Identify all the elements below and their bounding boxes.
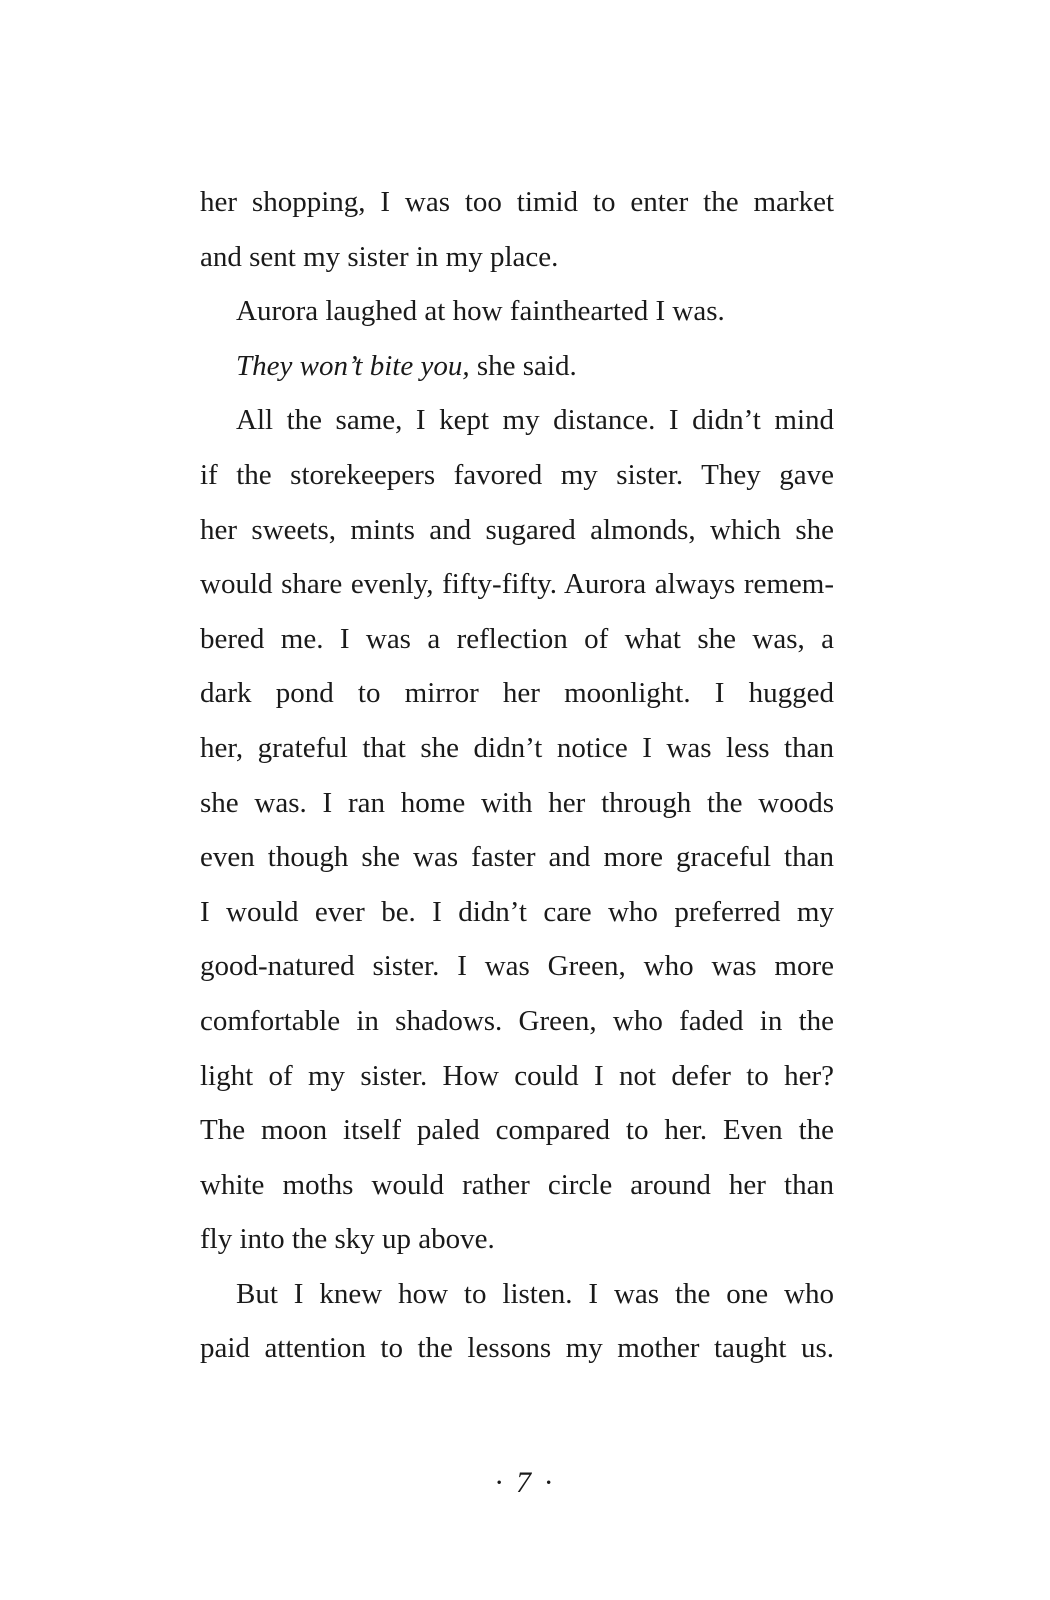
text-line: comfortable in shadows. Green, who faded in the <box>200 1004 834 1037</box>
text-line: her shopping, I was too timid to enter the market <box>200 186 834 218</box>
text-line: bered me. I was a reflection of what she was, a <box>200 622 834 655</box>
text-line: dark pond to mirror her moonlight. I hugged <box>200 677 834 710</box>
text-line: her sweets, mints and sugared almonds, which she <box>200 513 834 546</box>
text-line: All the same, I kept my distance. I didn’t mind <box>236 404 834 437</box>
text-line: light of my sister. How could I not defer to her? <box>200 1059 834 1092</box>
text-line: and sent my sister in my place. <box>200 240 559 273</box>
text-line: her, grateful that she didn’t notice I was less than <box>200 731 834 764</box>
text-line: good-natured sister. I was Green, who was more <box>200 950 834 983</box>
text-line: would share evenly, fifty-fifty. Aurora always remem- <box>200 568 834 601</box>
text-line: I would ever be. I didn’t care who preferred my <box>200 895 834 928</box>
body-text <box>200 175 834 1376</box>
text-line: Aurora laughed at how fainthearted I was. <box>236 295 725 328</box>
text-line: But I knew how to listen. I was the one who <box>236 1277 834 1310</box>
italic-quote: They won’t bite you, <box>236 349 470 382</box>
text-line: if the storekeepers favored my sister. They gave <box>200 458 834 491</box>
text-line: The moon itself paled compared to her. Even the <box>200 1114 834 1147</box>
text-line: fly into the sky up above. <box>200 1223 495 1256</box>
text-line: she was. I ran home with her through the woods <box>200 786 834 819</box>
text-line: paid attention to the lessons my mother taught us. <box>200 1332 834 1365</box>
text-line: even though she was faster and more graceful than <box>200 841 834 874</box>
text-line: white moths would rather circle around her than <box>200 1168 834 1201</box>
page-number: · 7 · <box>495 1466 555 1499</box>
text-line: They won’t bite you, she said. <box>236 349 577 382</box>
